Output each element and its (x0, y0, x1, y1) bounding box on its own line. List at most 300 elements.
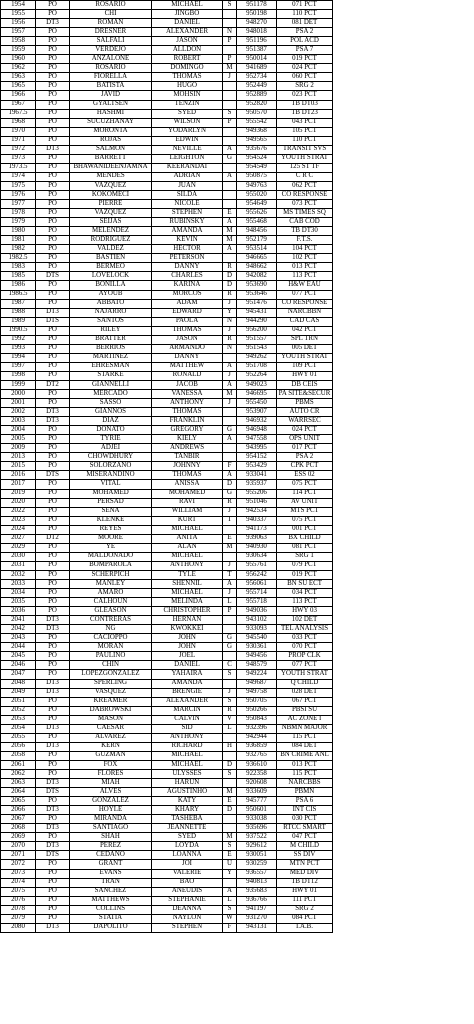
last-name-cell: ROJAS (70, 136, 152, 145)
list-number-cell: 1954 (1, 1, 36, 10)
last-name-cell: DIAZ (70, 417, 152, 426)
title-cell: PO (36, 127, 70, 136)
title-cell: PO (36, 769, 70, 778)
middle-initial-cell: J (223, 561, 237, 570)
last-name-cell: SANTOS (70, 317, 152, 326)
first-name-cell: ANTHONY (152, 561, 223, 570)
command-cell: DB CEIS (277, 380, 333, 389)
title-cell: PO (36, 390, 70, 399)
tax-id-cell: 936766 (237, 896, 277, 905)
middle-initial-cell: A (223, 362, 237, 371)
table-row (1, 317, 333, 326)
list-number-cell: 2030 (1, 552, 36, 561)
first-name-cell: ALLDON (152, 46, 223, 55)
first-name-cell: TENZIN (152, 100, 223, 109)
command-cell: TEL ANALYSIS (277, 625, 333, 634)
command-cell: 084 PCT (277, 914, 333, 923)
first-name-cell: JOHNNY (152, 462, 223, 471)
list-number-cell: 2017 (1, 480, 36, 489)
tax-id-cell: 933609 (237, 788, 277, 797)
first-name-cell: DANNY (152, 353, 223, 362)
first-name-cell: KURT (152, 516, 223, 525)
table-row (1, 543, 333, 552)
list-number-cell: 2033 (1, 580, 36, 589)
tax-id-cell: 946665 (237, 254, 277, 263)
first-name-cell: JASON (152, 37, 223, 46)
last-name-cell: AYOUB (70, 290, 152, 299)
table-row (1, 200, 333, 209)
first-name-cell: DANNY (152, 263, 223, 272)
last-name-cell: GIANNOS (70, 408, 152, 417)
title-cell: PO (36, 507, 70, 516)
list-number-cell: 2074 (1, 878, 36, 887)
command-cell: 102 PCT (277, 254, 333, 263)
first-name-cell: JOHN (152, 643, 223, 652)
table-row (1, 371, 333, 380)
list-number-cell: 2045 (1, 652, 36, 661)
first-name-cell: THOMAS (152, 471, 223, 480)
title-cell: DT3 (36, 679, 70, 688)
last-name-cell: VAZQUEZ (70, 209, 152, 218)
first-name-cell: DOMINGO (152, 64, 223, 73)
middle-initial-cell: F (223, 923, 237, 932)
table-row (1, 399, 333, 408)
command-cell: M CHILD (277, 842, 333, 851)
tax-id-cell: 951387 (237, 46, 277, 55)
title-cell: PO (36, 163, 70, 172)
list-number-cell: 2065 (1, 797, 36, 806)
last-name-cell: VERDEJO (70, 46, 152, 55)
first-name-cell: SHENNIL (152, 580, 223, 589)
tax-id-cell: 951543 (237, 344, 277, 353)
list-number-cell: 1982 (1, 245, 36, 254)
command-cell: PROP CLK (277, 652, 333, 661)
command-cell: H&W EAU (277, 281, 333, 290)
title-cell: PO (36, 516, 70, 525)
first-name-cell: RICHARD (152, 742, 223, 751)
tax-id-cell: 949368 (237, 127, 277, 136)
command-cell: PBMS (277, 399, 333, 408)
first-name-cell: ARMANDO (152, 344, 223, 353)
last-name-cell: CEDANO (70, 851, 152, 860)
first-name-cell: MICHAEL (152, 751, 223, 760)
middle-initial-cell: A (223, 471, 237, 480)
command-cell: 073 PCT (277, 200, 333, 209)
title-cell: DTS (36, 317, 70, 326)
last-name-cell: MORONTA (70, 127, 152, 136)
last-name-cell: CALHOUN (70, 598, 152, 607)
middle-initial-cell (223, 254, 237, 263)
table-row (1, 525, 333, 534)
table-row (1, 625, 333, 634)
table-row (1, 118, 333, 127)
first-name-cell: MICHAEL (152, 760, 223, 769)
command-cell: Q CHILD (277, 679, 333, 688)
title-cell: PO (36, 652, 70, 661)
table-row (1, 127, 333, 136)
title-cell: PO (36, 462, 70, 471)
list-number-cell: 1978 (1, 209, 36, 218)
table-row (1, 471, 333, 480)
title-cell: PO (36, 760, 70, 769)
last-name-cell: REYES (70, 525, 152, 534)
last-name-cell: LOPEZGONZALEZ (70, 670, 152, 679)
table-row (1, 109, 333, 118)
first-name-cell: DANIEL (152, 19, 223, 28)
command-cell: 033 PCT (277, 634, 333, 643)
title-cell: PO (36, 887, 70, 896)
title-cell: PO (36, 227, 70, 236)
last-name-cell: MISERANDINO (70, 471, 152, 480)
tax-id-cell: 955020 (237, 190, 277, 199)
first-name-cell: HECTOR (152, 245, 223, 254)
table-row (1, 462, 333, 471)
tax-id-cell: 942534 (237, 507, 277, 516)
last-name-cell: MELENDEZ (70, 227, 152, 236)
command-cell: MTN PCT (277, 860, 333, 869)
tax-id-cell: 950014 (237, 55, 277, 64)
last-name-cell: VAZQUEZ (70, 181, 152, 190)
list-number-cell: 2052 (1, 706, 36, 715)
command-cell: 017 PCT (277, 444, 333, 453)
middle-initial-cell: D (223, 806, 237, 815)
middle-initial-cell (223, 181, 237, 190)
first-name-cell: PAOLA (152, 317, 223, 326)
middle-initial-cell: A (223, 380, 237, 389)
tax-id-cell: 949023 (237, 380, 277, 389)
title-cell: PO (36, 190, 70, 199)
table-row (1, 534, 333, 543)
middle-initial-cell (223, 733, 237, 742)
middle-initial-cell (223, 19, 237, 28)
tax-id-cell: 935683 (237, 887, 277, 896)
table-row (1, 28, 333, 37)
table-row (1, 507, 333, 516)
first-name-cell: SYED (152, 109, 223, 118)
list-number-cell: 1967 (1, 100, 36, 109)
command-cell: 030 PCT (277, 815, 333, 824)
tax-id-cell: 956242 (237, 570, 277, 579)
first-name-cell: AMANDA (152, 227, 223, 236)
list-number-cell: 1983 (1, 263, 36, 272)
tax-id-cell: 949565 (237, 136, 277, 145)
last-name-cell: GYALTSEN (70, 100, 152, 109)
table-row (1, 190, 333, 199)
tax-id-cell: 936557 (237, 869, 277, 878)
table-row (1, 145, 333, 154)
command-cell: 104 PCT (277, 245, 333, 254)
list-number-cell: 2075 (1, 887, 36, 896)
title-cell: DT3 (36, 779, 70, 788)
middle-initial-cell: A (223, 245, 237, 254)
list-number-cell: 2064 (1, 788, 36, 797)
middle-initial-cell: M (223, 64, 237, 73)
command-cell: 115 PCT (277, 769, 333, 778)
table-row (1, 643, 333, 652)
table-row (1, 209, 333, 218)
tax-id-cell: 930634 (237, 552, 277, 561)
title-cell: PO (36, 860, 70, 869)
list-number-cell: 2020 (1, 498, 36, 507)
table-row (1, 100, 333, 109)
tax-id-cell: 952820 (237, 100, 277, 109)
tax-id-cell: 940337 (237, 516, 277, 525)
list-number-cell: 2053 (1, 715, 36, 724)
command-cell: OPS UNIT (277, 435, 333, 444)
first-name-cell: LOANNA (152, 851, 223, 860)
tax-id-cell: 951046 (237, 498, 277, 507)
last-name-cell: ADJEI (70, 444, 152, 453)
list-number-cell: 1989 (1, 317, 36, 326)
first-name-cell: LEIGHTON (152, 154, 223, 163)
last-name-cell: CHIN (70, 661, 152, 670)
table-row (1, 923, 333, 932)
last-name-cell: MOHAMED (70, 489, 152, 498)
title-cell: PO (36, 28, 70, 37)
title-cell: PO (36, 109, 70, 118)
title-cell: PO (36, 733, 70, 742)
list-number-cell: 1970 (1, 127, 36, 136)
middle-initial-cell: R (223, 498, 237, 507)
table-row (1, 887, 333, 896)
title-cell: PO (36, 706, 70, 715)
list-number-cell: 2031 (1, 561, 36, 570)
tax-id-cell: 943102 (237, 616, 277, 625)
table-row (1, 290, 333, 299)
title-cell: PO (36, 797, 70, 806)
table-row (1, 426, 333, 435)
list-number-cell: 1971 (1, 136, 36, 145)
last-name-cell: ALVAREZ (70, 733, 152, 742)
last-name-cell: SPERLING (70, 679, 152, 688)
middle-initial-cell: D (223, 760, 237, 769)
table-row (1, 896, 333, 905)
table-row (1, 236, 333, 245)
title-cell: PO (36, 489, 70, 498)
list-number-cell: 1985 (1, 272, 36, 281)
last-name-cell: BERMEO (70, 263, 152, 272)
table-row (1, 824, 333, 833)
first-name-cell: MOHSIN (152, 91, 223, 100)
last-name-cell: ROSARIO (70, 1, 152, 10)
tax-id-cell: 953646 (237, 290, 277, 299)
command-cell: TB DT23 (277, 109, 333, 118)
middle-initial-cell: R (223, 706, 237, 715)
title-cell: PO (36, 46, 70, 55)
table-row (1, 444, 333, 453)
middle-initial-cell: C (223, 661, 237, 670)
tax-id-cell: 953514 (237, 245, 277, 254)
title-cell: PO (36, 598, 70, 607)
command-cell: 077 PCT (277, 661, 333, 670)
first-name-cell: RAVI (152, 498, 223, 507)
command-cell: NBMN MAJOR (277, 724, 333, 733)
last-name-cell: DRESNER (70, 28, 152, 37)
table-row (1, 570, 333, 579)
command-cell: 102 DET (277, 616, 333, 625)
title-cell: PO (36, 715, 70, 724)
title-cell: DT2 (36, 380, 70, 389)
first-name-cell: JOHN (152, 634, 223, 643)
tax-id-cell: 949224 (237, 670, 277, 679)
title-cell: DTS (36, 851, 70, 860)
table-row (1, 914, 333, 923)
last-name-cell: GIANNELLI (70, 380, 152, 389)
command-cell: INT CIS (277, 806, 333, 815)
command-cell: ESS 02 (277, 471, 333, 480)
tax-id-cell: 952264 (237, 371, 277, 380)
last-name-cell: FIORELLA (70, 73, 152, 82)
title-cell: PO (36, 100, 70, 109)
middle-initial-cell (223, 625, 237, 634)
table-row (1, 453, 333, 462)
table-row (1, 73, 333, 82)
middle-initial-cell: W (223, 914, 237, 923)
tax-id-cell: 936859 (237, 742, 277, 751)
first-name-cell: MICHAEL (152, 1, 223, 10)
tax-id-cell: 930361 (237, 643, 277, 652)
first-name-cell: MATTHEW (152, 362, 223, 371)
list-number-cell: 2035 (1, 598, 36, 607)
list-number-cell: 1974 (1, 172, 36, 181)
last-name-cell: KLENKE (70, 516, 152, 525)
title-cell: DT3 (36, 417, 70, 426)
command-cell: PBMN (277, 788, 333, 797)
list-number-cell: 1966 (1, 91, 36, 100)
command-cell: CAD CAS (277, 317, 333, 326)
list-number-cell: 2058 (1, 751, 36, 760)
last-name-cell: DAPOLITO (70, 923, 152, 932)
title-cell: PO (36, 154, 70, 163)
middle-initial-cell (223, 453, 237, 462)
command-cell: 023 PCT (277, 91, 333, 100)
command-cell: CO RESPONSE (277, 190, 333, 199)
middle-initial-cell: S (223, 109, 237, 118)
first-name-cell: VANESSA (152, 390, 223, 399)
list-number-cell: 2024 (1, 525, 36, 534)
title-cell: DT3 (36, 408, 70, 417)
table-row (1, 769, 333, 778)
table-row (1, 742, 333, 751)
command-cell: TRANSIT SVS (277, 145, 333, 154)
first-name-cell: ROBERT (152, 55, 223, 64)
title-cell: PO (36, 371, 70, 380)
first-name-cell: CHRISTOPHER (152, 607, 223, 616)
command-cell: 114 PCT (277, 489, 333, 498)
table-row (1, 751, 333, 760)
tax-id-cell: 944290 (237, 317, 277, 326)
list-number-cell: 2001 (1, 399, 36, 408)
list-number-cell: 2071 (1, 851, 36, 860)
title-cell: PO (36, 181, 70, 190)
command-cell: 115 PCT (277, 733, 333, 742)
first-name-cell: JASON (152, 335, 223, 344)
last-name-cell: YE (70, 543, 152, 552)
command-cell: I.A.B. (277, 923, 333, 932)
title-cell: DTS (36, 272, 70, 281)
middle-initial-cell: L (223, 896, 237, 905)
middle-initial-cell: R (223, 335, 237, 344)
table-row (1, 326, 333, 335)
middle-initial-cell: A (223, 580, 237, 589)
list-number-cell: 1986.5 (1, 290, 36, 299)
tax-id-cell: 920608 (237, 779, 277, 788)
middle-initial-cell: D (223, 281, 237, 290)
first-name-cell: NAYLON (152, 914, 223, 923)
middle-initial-cell: S (223, 1, 237, 10)
table-row (1, 55, 333, 64)
middle-initial-cell (223, 751, 237, 760)
last-name-cell: EHRESMAN (70, 362, 152, 371)
tax-id-cell: 951178 (237, 1, 277, 10)
table-row (1, 733, 333, 742)
first-name-cell: EDWIN (152, 136, 223, 145)
last-name-cell: SEIJAS (70, 218, 152, 227)
tax-id-cell: 954649 (237, 200, 277, 209)
middle-initial-cell: J (223, 688, 237, 697)
title-cell: DTS (36, 788, 70, 797)
tax-id-cell: 954549 (237, 163, 277, 172)
title-cell: PO (36, 435, 70, 444)
command-cell: 024 PCT (277, 64, 333, 73)
table-row (1, 661, 333, 670)
list-number-cell: 2016 (1, 471, 36, 480)
tax-id-cell: 953907 (237, 408, 277, 417)
tax-id-cell: 956200 (237, 326, 277, 335)
last-name-cell: MASON (70, 715, 152, 724)
middle-initial-cell (223, 100, 237, 109)
first-name-cell: ALEXANDER (152, 28, 223, 37)
list-number-cell: 2036 (1, 607, 36, 616)
command-cell: CPK PCT (277, 462, 333, 471)
table-row (1, 408, 333, 417)
table-row (1, 851, 333, 860)
title-cell: PO (36, 869, 70, 878)
last-name-cell: GONZALEZ (70, 797, 152, 806)
command-cell: TB DT03 (277, 100, 333, 109)
command-cell: 019 PCT (277, 55, 333, 64)
tax-id-cell: 932396 (237, 724, 277, 733)
title-cell: PO (36, 751, 70, 760)
last-name-cell: SALMON (70, 145, 152, 154)
middle-initial-cell: T (223, 570, 237, 579)
last-name-cell: CHI (70, 10, 152, 19)
list-number-cell: 1975 (1, 181, 36, 190)
table-row (1, 833, 333, 842)
list-number-cell: 2029 (1, 543, 36, 552)
first-name-cell: YODARLYN (152, 127, 223, 136)
last-name-cell: SHAH (70, 833, 152, 842)
tax-id-cell: 933038 (237, 815, 277, 824)
tax-id-cell: 937522 (237, 833, 277, 842)
tax-id-cell: 948456 (237, 227, 277, 236)
first-name-cell: GREGORY (152, 426, 223, 435)
list-number-cell: 1988 (1, 308, 36, 317)
command-cell: NARCBBS (277, 779, 333, 788)
command-cell: 047 PCT (277, 833, 333, 842)
command-cell: PSA 2 (277, 453, 333, 462)
table-row (1, 724, 333, 733)
middle-initial-cell: R (223, 263, 237, 272)
list-number-cell: 2013 (1, 453, 36, 462)
first-name-cell: CHARLES (152, 272, 223, 281)
tax-id-cell: 940930 (237, 543, 277, 552)
title-cell: PO (36, 914, 70, 923)
middle-initial-cell: G (223, 426, 237, 435)
tax-id-cell: 951557 (237, 335, 277, 344)
title-cell: DT3 (36, 688, 70, 697)
command-cell: SRG 2 (277, 82, 333, 91)
